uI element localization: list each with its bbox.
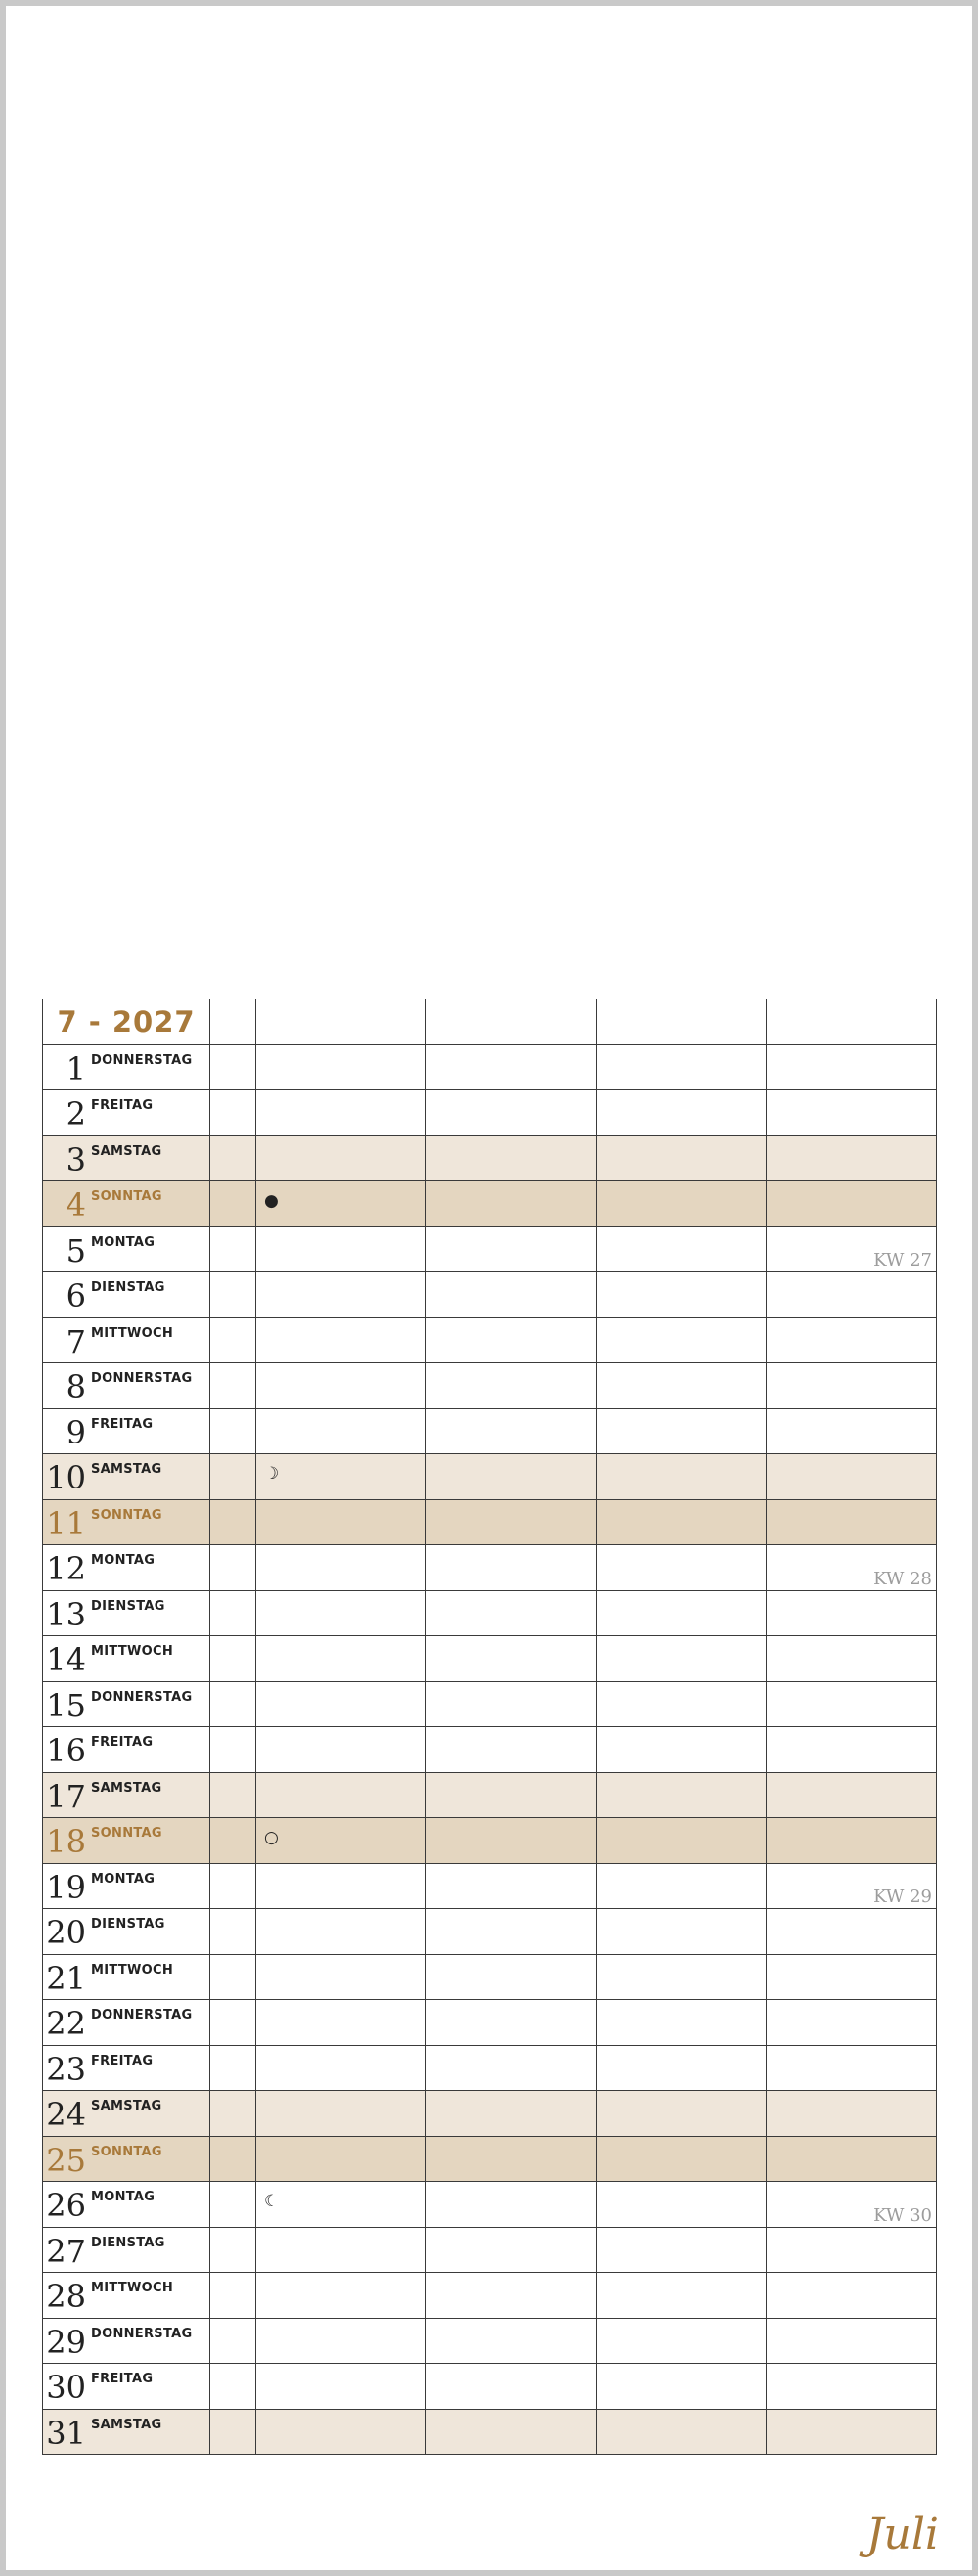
entry-cell[interactable] (256, 1272, 426, 1318)
narrow-cell (210, 1818, 256, 1864)
day-cell (43, 1636, 210, 1682)
entry-cell[interactable] (426, 2045, 597, 2091)
day-name: DIENSTAG (91, 2235, 165, 2250)
entry-cell[interactable] (767, 1727, 937, 1773)
day-number: 5 (66, 1231, 86, 1269)
day-row (43, 1363, 937, 1409)
entry-cell[interactable] (426, 1499, 597, 1545)
entry-cell[interactable] (597, 1681, 767, 1727)
entry-cell[interactable] (597, 1909, 767, 1955)
entry-cell[interactable] (597, 1545, 767, 1591)
day-number: 8 (66, 1368, 86, 1405)
day-row (43, 1636, 937, 1682)
entry-cell[interactable] (597, 1636, 767, 1682)
entry-cell[interactable] (256, 1681, 426, 1727)
day-row (43, 2318, 937, 2364)
entry-cell[interactable] (426, 1135, 597, 1181)
entry-cell[interactable] (426, 1363, 597, 1409)
day-row (43, 1454, 937, 1500)
entry-cell[interactable] (426, 1317, 597, 1363)
day-row (43, 1727, 937, 1773)
day-name: FREITAG (91, 1416, 154, 1432)
header-cell (210, 999, 256, 1045)
entry-cell[interactable] (597, 1317, 767, 1363)
narrow-cell (210, 2182, 256, 2228)
entry-cell[interactable] (597, 2091, 767, 2137)
entry-cell[interactable] (597, 1454, 767, 1500)
day-name: MITTWOCH (91, 1962, 174, 1977)
day-row (43, 2227, 937, 2273)
entry-cell[interactable] (767, 2136, 937, 2182)
day-number: 20 (46, 1914, 86, 1951)
day-name: DIENSTAG (91, 1280, 165, 1295)
day-name: DIENSTAG (91, 1917, 165, 1932)
entry-cell[interactable] (767, 1272, 937, 1318)
entry-cell[interactable] (256, 2000, 426, 2046)
day-number: 10 (46, 1459, 86, 1496)
entry-cell[interactable] (767, 2318, 937, 2364)
day-name: DONNERSTAG (91, 1689, 193, 1705)
day-cell (43, 1772, 210, 1818)
entry-cell[interactable] (767, 1636, 937, 1682)
day-number: 9 (66, 1413, 86, 1451)
entry-cell[interactable] (426, 1863, 597, 1909)
day-row (43, 1545, 937, 1591)
day-row (43, 1226, 937, 1272)
day-cell (43, 2182, 210, 2228)
entry-cell[interactable] (597, 2182, 767, 2228)
narrow-cell (210, 1135, 256, 1181)
day-name: SONNTAG (91, 1507, 162, 1523)
entry-cell[interactable] (597, 2273, 767, 2319)
entry-cell[interactable] (597, 2045, 767, 2091)
entry-cell[interactable] (767, 1454, 937, 1500)
entry-cell[interactable] (597, 1818, 767, 1864)
narrow-cell (210, 2318, 256, 2364)
entry-cell[interactable] (767, 2364, 937, 2410)
entry-cell[interactable] (767, 1044, 937, 1090)
day-cell (43, 2227, 210, 2273)
entry-cell[interactable] (767, 1545, 937, 1591)
day-row (43, 1954, 937, 2000)
day-cell (43, 1499, 210, 1545)
narrow-cell (210, 1272, 256, 1318)
narrow-cell (210, 1181, 256, 1227)
day-row (43, 2364, 937, 2410)
entry-cell[interactable] (597, 2364, 767, 2410)
day-cell (43, 1727, 210, 1773)
narrow-cell (210, 1863, 256, 1909)
day-name: FREITAG (91, 2372, 154, 2386)
week-number: KW 30 (873, 2204, 932, 2226)
day-cell (43, 2091, 210, 2137)
day-row (43, 1408, 937, 1454)
day-cell (43, 1590, 210, 1636)
narrow-cell (210, 2000, 256, 2046)
entry-cell[interactable] (256, 1909, 426, 1955)
entry-cell[interactable] (256, 1954, 426, 2000)
entry-cell[interactable] (426, 1408, 597, 1454)
day-number: 1 (66, 1049, 86, 1088)
day-number: 27 (46, 2232, 86, 2270)
entry-cell[interactable] (426, 2136, 597, 2182)
day-name: SAMSTAG (91, 1780, 162, 1796)
day-number: 14 (46, 1641, 86, 1678)
narrow-cell (210, 1954, 256, 2000)
day-cell (43, 1863, 210, 1909)
narrow-cell (210, 1772, 256, 1818)
day-number: 31 (46, 2414, 86, 2452)
day-name: MITTWOCH (91, 1644, 174, 1659)
entry-cell[interactable] (256, 1363, 426, 1409)
header-cell (767, 999, 937, 1045)
day-name: SAMSTAG (91, 1143, 162, 1159)
day-number: 11 (46, 1504, 86, 1542)
day-name: FREITAG (91, 1098, 154, 1113)
narrow-cell (210, 1226, 256, 1272)
entry-cell[interactable] (426, 1226, 597, 1272)
narrow-cell (210, 1317, 256, 1363)
day-number: 28 (46, 2278, 86, 2315)
entry-cell[interactable] (597, 1727, 767, 1773)
entry-cell[interactable] (426, 2409, 597, 2455)
narrow-cell (210, 2045, 256, 2091)
entry-cell[interactable] (426, 1454, 597, 1500)
entry-cell[interactable] (767, 1226, 937, 1272)
entry-cell[interactable] (256, 1863, 426, 1909)
day-number: 19 (46, 1868, 86, 1906)
moon-phase-icon: ☽ (264, 1464, 280, 1484)
narrow-cell (210, 2091, 256, 2137)
calendar-grid (42, 999, 937, 2455)
header-cell (256, 999, 426, 1045)
day-cell (43, 1408, 210, 1454)
day-cell (43, 1681, 210, 1727)
entry-cell[interactable] (256, 2182, 426, 2228)
day-name: MITTWOCH (91, 1325, 174, 1341)
day-name: MITTWOCH (91, 2281, 174, 2295)
entry-cell[interactable] (426, 1044, 597, 1090)
narrow-cell (210, 2364, 256, 2410)
day-row (43, 1272, 937, 1318)
entry-cell[interactable] (426, 1954, 597, 2000)
entry-cell[interactable] (767, 2045, 937, 2091)
narrow-cell (210, 1408, 256, 1454)
day-cell (43, 2136, 210, 2182)
entry-cell[interactable] (767, 1863, 937, 1909)
entry-cell[interactable] (597, 1954, 767, 2000)
entry-cell[interactable] (767, 1090, 937, 1136)
entry-cell[interactable] (426, 2091, 597, 2137)
narrow-cell (210, 2136, 256, 2182)
day-name: DIENSTAG (91, 1598, 165, 1614)
narrow-cell (210, 1090, 256, 1136)
day-row (43, 1909, 937, 1955)
entry-cell[interactable] (256, 1317, 426, 1363)
day-cell (43, 1226, 210, 1272)
narrow-cell (210, 2273, 256, 2319)
day-cell (43, 2273, 210, 2319)
entry-cell[interactable] (426, 2000, 597, 2046)
entry-cell[interactable] (256, 1181, 426, 1227)
entry-cell[interactable] (256, 1135, 426, 1181)
day-row (43, 2091, 937, 2137)
entry-cell[interactable] (426, 2364, 597, 2410)
day-name: SAMSTAG (91, 2417, 162, 2432)
day-row (43, 1135, 937, 1181)
entry-cell[interactable] (256, 1499, 426, 1545)
day-name: MONTAG (91, 1234, 156, 1250)
entry-cell[interactable] (597, 1090, 767, 1136)
day-row (43, 2273, 937, 2319)
day-cell (43, 1545, 210, 1591)
day-number: 16 (46, 1732, 86, 1769)
entry-cell[interactable] (426, 1272, 597, 1318)
day-row (43, 2182, 937, 2228)
entry-cell[interactable] (426, 1545, 597, 1591)
day-name: FREITAG (91, 1735, 154, 1750)
entry-cell[interactable] (256, 2273, 426, 2319)
narrow-cell (210, 1636, 256, 1682)
narrow-cell (210, 1727, 256, 1773)
entry-cell[interactable] (256, 2364, 426, 2410)
narrow-cell (210, 1499, 256, 1545)
day-cell (43, 1317, 210, 1363)
day-name: DONNERSTAG (91, 1052, 193, 1068)
entry-cell[interactable] (256, 2091, 426, 2137)
entry-cell[interactable] (597, 2000, 767, 2046)
entry-cell[interactable] (767, 1818, 937, 1864)
entry-cell[interactable] (256, 1636, 426, 1682)
entry-cell[interactable] (767, 1408, 937, 1454)
day-number: 7 (66, 1322, 86, 1360)
entry-cell[interactable] (597, 1226, 767, 1272)
day-number: 26 (46, 2187, 86, 2224)
day-name: SONNTAG (91, 2144, 162, 2159)
day-number: 12 (46, 1550, 86, 1587)
narrow-cell (210, 1454, 256, 1500)
day-row (43, 1044, 937, 1090)
day-cell (43, 1090, 210, 1136)
entry-cell[interactable] (767, 2227, 937, 2273)
day-cell (43, 1818, 210, 1864)
entry-cell[interactable] (597, 1181, 767, 1227)
entry-cell[interactable] (767, 1499, 937, 1545)
day-cell (43, 2045, 210, 2091)
entry-cell[interactable] (426, 2273, 597, 2319)
entry-cell[interactable] (256, 1454, 426, 1500)
entry-cell[interactable] (256, 1727, 426, 1773)
entry-cell[interactable] (426, 1909, 597, 1955)
entry-cell[interactable] (767, 1363, 937, 1409)
day-number: 30 (46, 2369, 86, 2406)
entry-cell[interactable] (767, 2409, 937, 2455)
day-number: 18 (46, 1823, 86, 1860)
entry-cell[interactable] (426, 2182, 597, 2228)
entry-cell[interactable] (426, 1681, 597, 1727)
day-name: DONNERSTAG (91, 1371, 193, 1386)
entry-cell[interactable] (256, 2409, 426, 2455)
day-cell (43, 2318, 210, 2364)
entry-cell[interactable] (767, 1772, 937, 1818)
entry-cell[interactable] (426, 2318, 597, 2364)
day-name: SONNTAG (91, 1826, 162, 1841)
entry-cell[interactable] (597, 1135, 767, 1181)
day-number: 2 (66, 1095, 86, 1133)
day-cell (43, 1954, 210, 2000)
day-cell (43, 1044, 210, 1090)
entry-cell[interactable] (597, 1590, 767, 1636)
entry-cell[interactable] (767, 1135, 937, 1181)
day-cell (43, 2000, 210, 2046)
entry-cell[interactable] (426, 1772, 597, 1818)
week-number: KW 27 (873, 1250, 932, 1270)
entry-cell[interactable] (767, 1317, 937, 1363)
calendar-title: 7 - 2027 (43, 999, 210, 1045)
header-cell (426, 999, 597, 1045)
entry-cell[interactable] (256, 1044, 426, 1090)
header-row (43, 999, 937, 1045)
week-number: KW 29 (873, 1887, 932, 1907)
day-row (43, 1590, 937, 1636)
entry-cell[interactable] (256, 1090, 426, 1136)
day-number: 17 (46, 1777, 86, 1815)
entry-cell[interactable] (256, 1226, 426, 1272)
entry-cell[interactable] (597, 1863, 767, 1909)
narrow-cell (210, 2409, 256, 2455)
moon-phase-icon: ● (264, 1191, 279, 1211)
entry-cell[interactable] (426, 1818, 597, 1864)
day-name: SONNTAG (91, 1189, 162, 1204)
entry-cell[interactable] (767, 1181, 937, 1227)
moon-phase-icon: ○ (264, 1828, 279, 1847)
day-number: 4 (66, 1186, 86, 1223)
entry-cell[interactable] (256, 2227, 426, 2273)
day-number: 21 (46, 1959, 86, 1997)
day-cell (43, 1181, 210, 1227)
day-row (43, 1090, 937, 1136)
day-number: 25 (46, 2141, 86, 2179)
entry-cell[interactable] (256, 2045, 426, 2091)
entry-cell[interactable] (597, 1408, 767, 1454)
header-cell (597, 999, 767, 1045)
entry-cell[interactable] (767, 2091, 937, 2137)
day-name: SAMSTAG (91, 2099, 162, 2113)
calendar-body (43, 1044, 937, 2455)
entry-cell[interactable] (426, 1727, 597, 1773)
entry-cell[interactable] (256, 1772, 426, 1818)
day-name: FREITAG (91, 2053, 154, 2068)
day-row (43, 1818, 937, 1864)
day-row (43, 1499, 937, 1545)
day-name: DONNERSTAG (91, 2326, 193, 2341)
entry-cell[interactable] (767, 1590, 937, 1636)
day-cell (43, 2364, 210, 2410)
narrow-cell (210, 1909, 256, 1955)
entry-cell[interactable] (597, 1272, 767, 1318)
day-number: 24 (46, 2096, 86, 2133)
narrow-cell (210, 1044, 256, 1090)
entry-cell[interactable] (426, 1590, 597, 1636)
day-row (43, 2000, 937, 2046)
entry-cell[interactable] (256, 1818, 426, 1864)
entry-cell[interactable] (426, 1181, 597, 1227)
day-cell (43, 1909, 210, 1955)
day-number: 6 (66, 1277, 86, 1314)
entry-cell[interactable] (256, 1408, 426, 1454)
entry-cell[interactable] (256, 2318, 426, 2364)
day-name: MONTAG (91, 2190, 156, 2204)
entry-cell[interactable] (256, 1590, 426, 1636)
day-number: 22 (46, 2005, 86, 2042)
entry-cell[interactable] (767, 1681, 937, 1727)
day-number: 23 (46, 2050, 86, 2088)
day-name: DONNERSTAG (91, 2008, 193, 2022)
narrow-cell (210, 1363, 256, 1409)
entry-cell[interactable] (767, 1954, 937, 2000)
entry-cell[interactable] (597, 1499, 767, 1545)
entry-cell[interactable] (767, 2000, 937, 2046)
entry-cell[interactable] (426, 1636, 597, 1682)
day-name: MONTAG (91, 1553, 156, 1568)
day-cell (43, 1454, 210, 1500)
entry-cell[interactable] (597, 1772, 767, 1818)
day-row (43, 2409, 937, 2455)
entry-cell[interactable] (767, 1909, 937, 1955)
narrow-cell (210, 2227, 256, 2273)
narrow-cell (210, 1681, 256, 1727)
day-name: SAMSTAG (91, 1462, 162, 1477)
week-number: KW 28 (873, 1568, 932, 1589)
month-label: Juli (866, 2509, 939, 2559)
day-row (43, 1863, 937, 1909)
entry-cell[interactable] (767, 2182, 937, 2228)
day-number: 15 (46, 1686, 86, 1724)
day-number: 13 (46, 1595, 86, 1633)
moon-phase-icon: ☾ (264, 2192, 280, 2211)
entry-cell[interactable] (426, 2227, 597, 2273)
day-row (43, 2136, 937, 2182)
entry-cell[interactable] (256, 1545, 426, 1591)
day-number: 29 (46, 2323, 86, 2361)
entry-cell[interactable] (597, 2136, 767, 2182)
day-cell (43, 1363, 210, 1409)
day-cell (43, 1272, 210, 1318)
entry-cell[interactable] (767, 2273, 937, 2319)
day-row (43, 2045, 937, 2091)
entry-cell[interactable] (597, 2409, 767, 2455)
narrow-cell (210, 1590, 256, 1636)
day-name: MONTAG (91, 1871, 156, 1887)
entry-cell[interactable] (597, 2227, 767, 2273)
day-cell (43, 2409, 210, 2455)
day-row (43, 1681, 937, 1727)
day-row (43, 1772, 937, 1818)
day-row (43, 1181, 937, 1227)
entry-cell[interactable] (426, 1090, 597, 1136)
entry-cell[interactable] (597, 1363, 767, 1409)
entry-cell[interactable] (597, 2318, 767, 2364)
day-row (43, 1317, 937, 1363)
narrow-cell (210, 1545, 256, 1591)
day-cell (43, 1135, 210, 1181)
day-number: 3 (66, 1140, 86, 1178)
entry-cell[interactable] (597, 1044, 767, 1090)
entry-cell[interactable] (256, 2136, 426, 2182)
